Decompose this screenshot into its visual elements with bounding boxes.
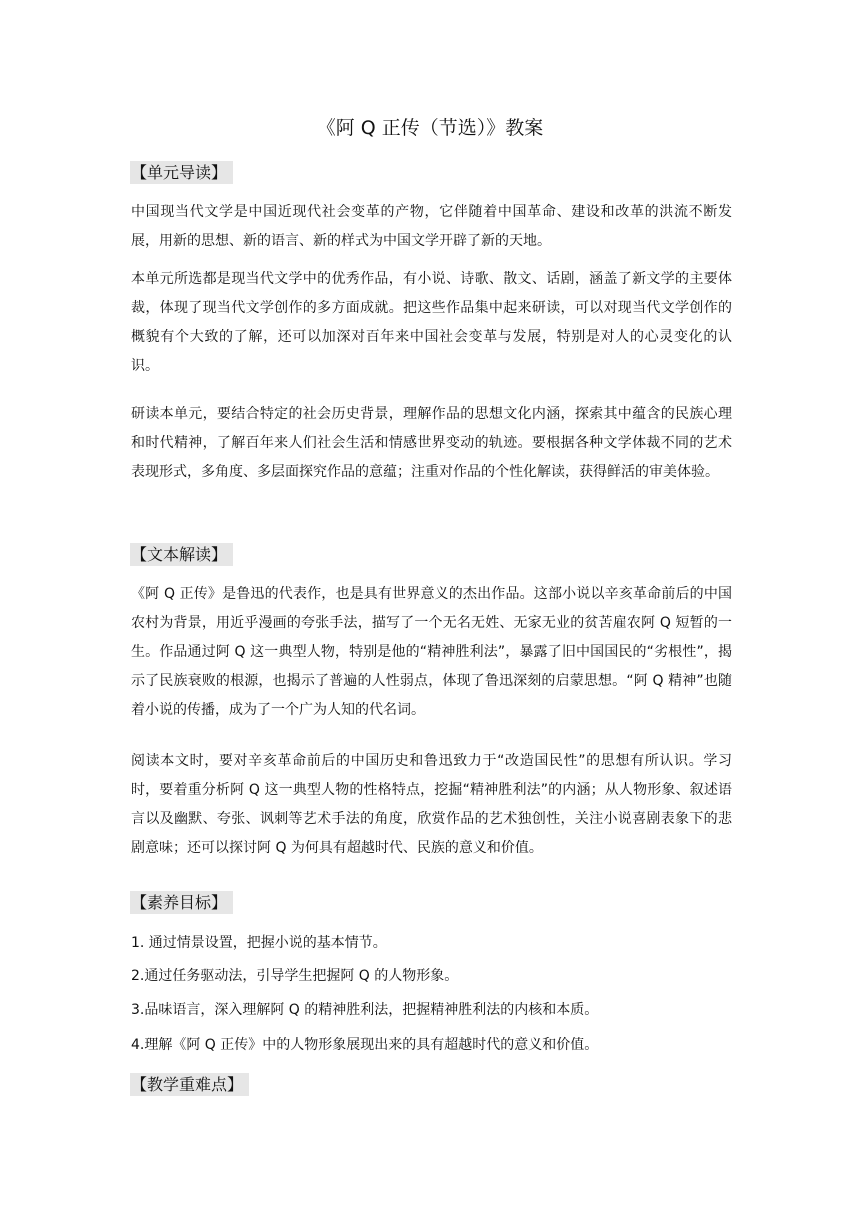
section-heading-text-analysis: 【文本解读】 <box>130 543 233 566</box>
paragraph: 阅读本文时，要对辛亥革命前后的中国历史和鲁迅致力于“改造国民性”的思想有所认识。学习时，要着重分析阿 Q 这一典型人物的性格特点，挖掘“精神胜利法”的内涵；从人物形象、叙述语言以及幽默、夸张、讽刺等艺术手法的角度，欣赏作品的艺术独创性，关注小说喜剧表象下的悲剧意味；还可以探讨阿 Q 为何具有超越时代、民族的意义和价值。 <box>131 753 732 856</box>
goal-item: 4.理解《阿 Q 正传》中的人物形象展现出来的具有超越时代的意义和价值。 <box>131 1037 599 1053</box>
goal-item: 2.通过任务驱动法，引导学生把握阿 Q 的人物形象。 <box>131 968 459 984</box>
document-title: 《阿 Q 正传（节选）》教案 <box>316 117 544 139</box>
section-heading-key-points: 【教学重难点】 <box>130 1073 249 1096</box>
section-heading-goals: 【素养目标】 <box>130 891 233 914</box>
section-heading-unit-guide: 【单元导读】 <box>130 161 233 184</box>
paragraph: 研读本单元，要结合特定的社会历史背景，理解作品的思想文化内涵，探索其中蕴含的民族心理和时代精神，了解百年来人们社会生活和情感世界变动的轨迹。要根据各种文学体裁不同的艺术表现形式，多角度、多层面探究作品的意蕴；注重对作品的个性化解读，获得鲜活的审美体验。 <box>131 406 732 480</box>
goal-item: 3.品味语言，深入理解阿 Q 的精神胜利法，把握精神胜利法的内核和本质。 <box>131 1002 599 1018</box>
paragraph: 《阿 Q 正传》是鲁迅的代表作，也是具有世界意义的杰出作品。这部小说以辛亥革命前后的中国农村为背景，用近乎漫画的夸张手法，描写了一个无名无姓、无家无业的贫苦雇农阿 Q 短暂的一生。作品通过阿 Q 这一典型人物，特别是他的“精神胜利法”，暴露了旧中国国民的“劣根性”，揭示了民族衰败的根源，也揭示了普遍的人性弱点，体现了鲁迅深刻的启蒙思想。“阿 Q 精神”也随着小说的传播，成为了一个广为人知的代名词。 <box>131 586 732 718</box>
paragraph: 中国现当代文学是中国近现代社会变革的产物，它伴随着中国革命、建设和改革的洪流不断发展，用新的思想、新的语言、新的样式为中国文学开辟了新的天地。 <box>131 204 732 249</box>
goal-item: 1. 通过情景设置，把握小说的基本情节。 <box>131 935 387 951</box>
paragraph: 本单元所选都是现当代文学中的优秀作品，有小说、诗歌、散文、话剧，涵盖了新文学的主要体裁，体现了现当代文学创作的多方面成就。把这些作品集中起来研读，可以对现当代文学创作的概貌有个大致的了解，还可以加深对百年来中国社会变革与发展，特别是对人的心灵变化的认识。 <box>131 271 732 374</box>
